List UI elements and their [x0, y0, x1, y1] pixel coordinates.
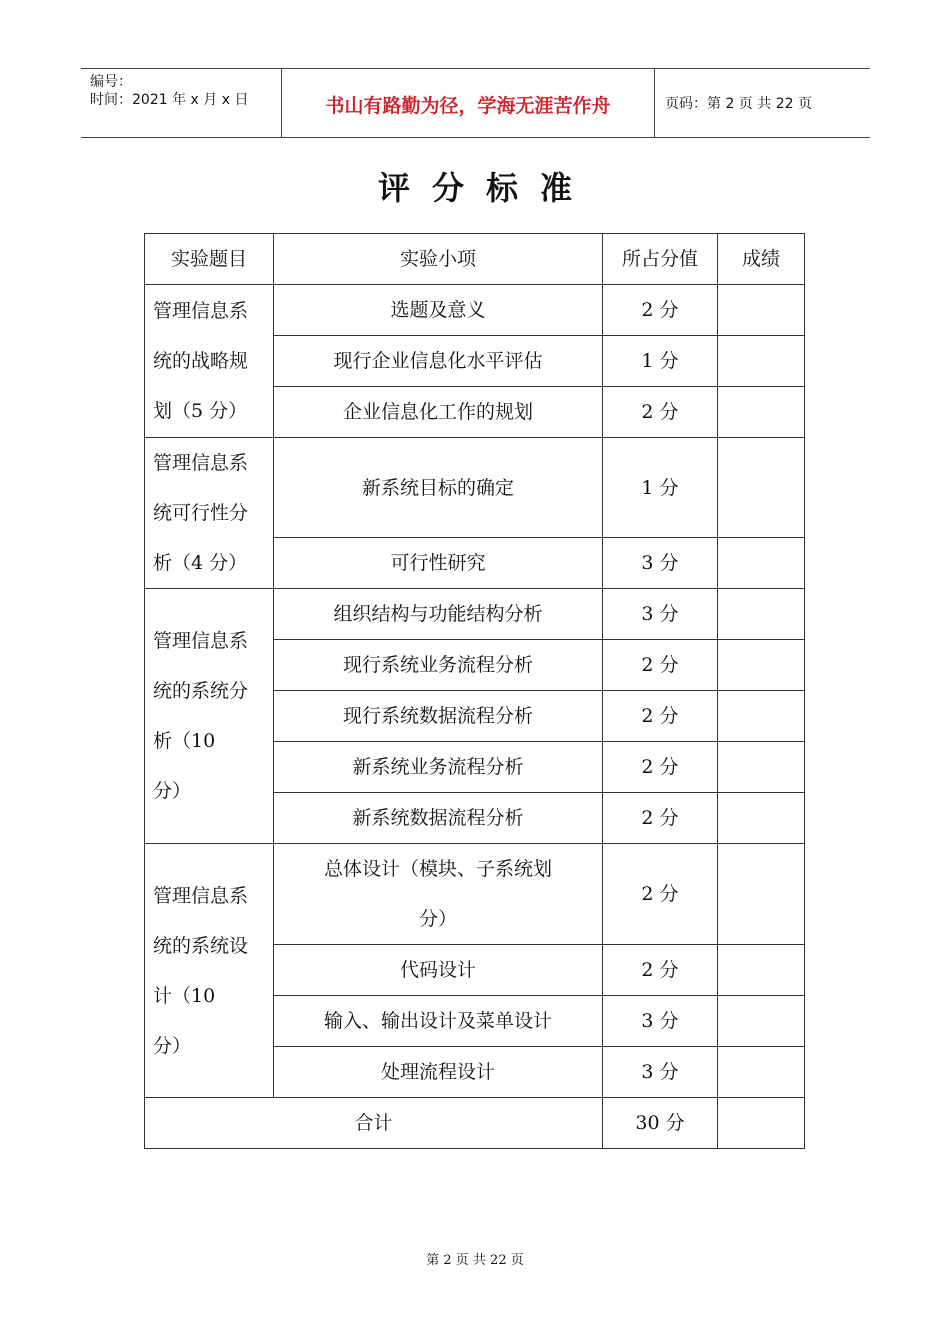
item-grade: [718, 996, 805, 1047]
table-row: [145, 589, 805, 640]
item-name: 新系统目标的确定: [274, 438, 603, 538]
group-title-line: 析（10: [153, 730, 216, 752]
item-grade: [718, 538, 805, 589]
group-title-line: 统的系统分: [153, 680, 249, 702]
item-name-line: 总体设计（模块、子系统划: [323, 858, 552, 880]
group-title-line: 分）: [153, 780, 192, 802]
item-grade: [718, 945, 805, 996]
item-name: 处理流程设计: [274, 1047, 603, 1098]
item-score: 2 分: [603, 640, 718, 691]
column-header: 实验题目: [145, 234, 274, 285]
item-grade: [718, 589, 805, 640]
group-title-cell: [145, 438, 274, 589]
group-title-line: 划（5 分）: [153, 400, 248, 422]
column-header: 所占分值: [603, 234, 718, 285]
item-name-line: 分）: [418, 908, 457, 930]
item-name: 输入、输出设计及菜单设计: [274, 996, 603, 1047]
time-label: 时间：2021 年 x 月 x 日: [90, 92, 249, 108]
document-header: [81, 68, 870, 138]
item-score: 1 分: [603, 336, 718, 387]
item-score: 3 分: [603, 996, 718, 1047]
item-grade: [718, 285, 805, 336]
group-title-line: 析（4 分）: [153, 552, 248, 574]
item-score: 1 分: [603, 438, 718, 538]
item-score: 3 分: [603, 589, 718, 640]
total-label: 合计: [145, 1098, 603, 1149]
table-row: [145, 285, 805, 336]
group-title-line: 管理信息系: [153, 300, 249, 322]
header-meta-cell: [81, 69, 282, 137]
group-title-line: 管理信息系: [153, 884, 249, 907]
header-motto-cell: [282, 69, 655, 137]
total-row: [145, 1098, 805, 1149]
header-page-cell: [655, 69, 870, 137]
column-header: 成绩: [718, 234, 805, 285]
item-grade: [718, 438, 805, 538]
group-title-line: 统可行性分: [153, 502, 249, 524]
group-title-line: 管理信息系: [153, 630, 249, 652]
group-title-line: 统的系统设: [153, 934, 249, 957]
group-title-line: 计（10: [153, 984, 216, 1007]
item-name: 选题及意义: [274, 285, 603, 336]
item-grade: [718, 742, 805, 793]
table-row: [145, 844, 805, 945]
item-score: 3 分: [603, 1047, 718, 1098]
group-title-cell: [145, 285, 274, 438]
total-grade: [718, 1098, 805, 1149]
page-footer: 第 2 页 共 22 页: [426, 1253, 524, 1268]
item-grade: [718, 387, 805, 438]
item-name: 现行系统数据流程分析: [274, 691, 603, 742]
item-name: 代码设计: [274, 945, 603, 996]
page-title: 评分标准: [377, 169, 594, 207]
item-grade: [718, 691, 805, 742]
motto-text: 书山有路勤为径，学海无涯苦作舟: [325, 95, 611, 117]
item-score: 2 分: [603, 793, 718, 844]
item-score: 2 分: [603, 285, 718, 336]
item-grade: [718, 1047, 805, 1098]
item-score: 2 分: [603, 742, 718, 793]
grading-table: [144, 233, 805, 1149]
item-name: 组织结构与功能结构分析: [274, 589, 603, 640]
table-header-row: [145, 234, 805, 285]
group-title-cell: [145, 589, 274, 844]
item-name: 新系统数据流程分析: [274, 793, 603, 844]
group-title-line: 统的战略规: [153, 350, 249, 372]
item-name: 现行系统业务流程分析: [274, 640, 603, 691]
item-name: 新系统业务流程分析: [274, 742, 603, 793]
column-header: 实验小项: [274, 234, 603, 285]
group-title-line: 分）: [153, 1034, 192, 1057]
item-score: 3 分: [603, 538, 718, 589]
item-grade: [718, 793, 805, 844]
total-score: 30 分: [603, 1098, 718, 1149]
item-grade: [718, 844, 805, 945]
item-grade: [718, 336, 805, 387]
item-grade: [718, 640, 805, 691]
item-name: [274, 844, 603, 945]
item-name: 企业信息化工作的规划: [274, 387, 603, 438]
item-name: 现行企业信息化水平评估: [274, 336, 603, 387]
group-title-line: 管理信息系: [153, 452, 249, 474]
table-row: [145, 438, 805, 538]
item-score: 2 分: [603, 844, 718, 945]
item-name: 可行性研究: [274, 538, 603, 589]
number-label: 编号：: [90, 74, 132, 90]
page-info: 页码：第 2 页 共 22 页: [665, 96, 812, 112]
item-score: 2 分: [603, 691, 718, 742]
item-score: 2 分: [603, 945, 718, 996]
item-score: 2 分: [603, 387, 718, 438]
group-title-cell: [145, 844, 274, 1098]
